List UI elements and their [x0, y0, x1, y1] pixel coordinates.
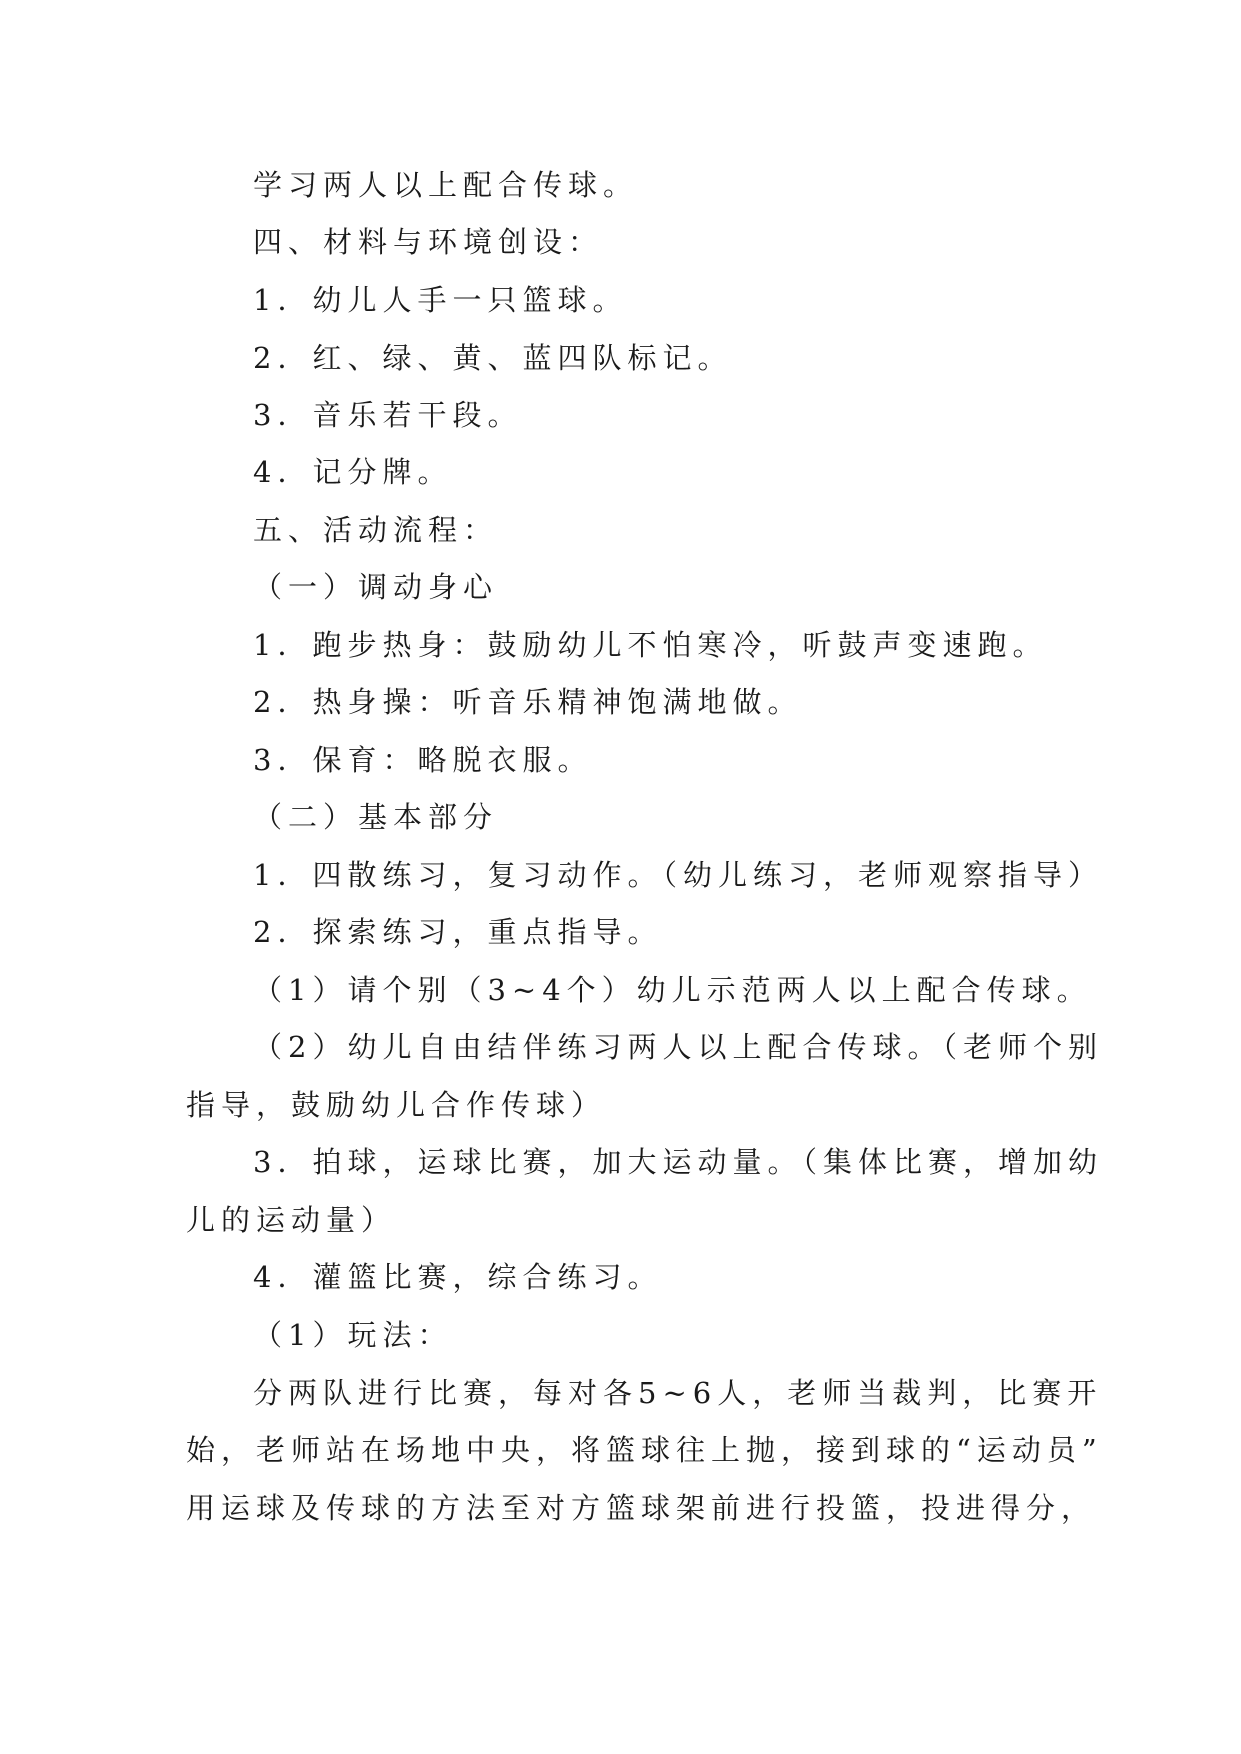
text-line-23: 始，老师站在场地中央，将篮球往上抛，接到球的“运动员”	[186, 1433, 1103, 1467]
text-line-3: 1．幼儿人手一只篮球。	[253, 283, 628, 317]
subsection-heading-warmup: （一）调动身心	[253, 570, 499, 604]
text-line-19: 儿的运动量）	[186, 1203, 397, 1237]
text-line-13: 1．四散练习，复习动作。（幼儿练习，老师观察指导）	[253, 858, 1103, 892]
subsection-heading-basic: （二）基本部分	[253, 800, 499, 834]
text-line-10: 2．热身操：听音乐精神饱满地做。	[253, 685, 803, 719]
text-line-4: 2．红、绿、黄、蓝四队标记。	[253, 341, 733, 375]
text-line-6: 4．记分牌。	[253, 455, 453, 489]
text-line-18: 3．拍球，运球比赛，加大运动量。（集体比赛，增加幼	[253, 1145, 1103, 1179]
text-line-24: 用运球及传球的方法至对方篮球架前进行投篮，投进得分，	[186, 1491, 1097, 1525]
section-heading-materials: 四、材料与环境创设：	[253, 225, 604, 259]
text-line-11: 3．保育：略脱衣服。	[253, 743, 593, 777]
text-line-5: 3．音乐若干段。	[253, 398, 523, 432]
text-line-15: （1）请个别（3~4个）幼儿示范两人以上配合传球。	[253, 973, 1092, 1007]
text-line-14: 2．探索练习，重点指导。	[253, 915, 663, 949]
text-line-22: 分两队进行比赛，每对各5~6人，老师当裁判，比赛开	[253, 1376, 1103, 1410]
section-heading-process: 五、活动流程：	[253, 513, 499, 547]
text-line-1: 学习两人以上配合传球。	[253, 168, 639, 202]
text-line-9: 1．跑步热身：鼓励幼儿不怕寒冷，听鼓声变速跑。	[253, 628, 1048, 662]
text-line-20: 4．灌篮比赛，综合练习。	[253, 1260, 663, 1294]
text-line-16: （2）幼儿自由结伴练习两人以上配合传球。（老师个别	[253, 1030, 1103, 1064]
text-line-17: 指导，鼓励幼儿合作传球）	[186, 1088, 607, 1122]
text-line-21: （1）玩法：	[253, 1318, 453, 1352]
